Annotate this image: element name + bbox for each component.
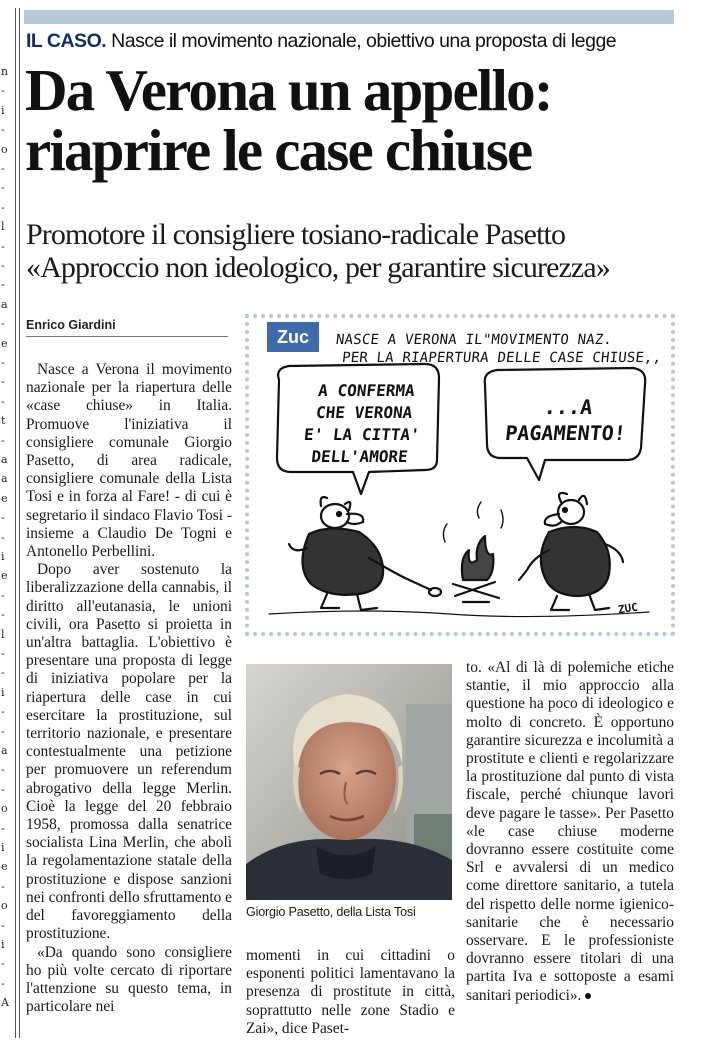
- gutter-letter: o: [1, 802, 8, 816]
- gutter-letter: -: [1, 879, 5, 893]
- bullet-end-icon: [585, 993, 591, 999]
- photo-caption: Giorgio Pasetto, della Lista Tosi: [246, 905, 416, 919]
- gutter-letter: -: [1, 705, 5, 719]
- cartoon-caption-line-2: PER LA RIAPERTURA DELLE CASE CHIUSE,,: [341, 350, 663, 366]
- gutter-letter: -: [1, 511, 5, 525]
- gutter-letter: i: [1, 938, 5, 951]
- gutter-letter: -: [1, 162, 5, 175]
- gutter-letter: e: [1, 491, 8, 505]
- bubble-line: ...A: [543, 395, 594, 419]
- section-tag: IL CASO.: [26, 30, 107, 52]
- byline: Enrico Giardini: [26, 318, 228, 337]
- character-right-head: [558, 500, 584, 524]
- section-kicker: [26, 30, 676, 53]
- section-text: Nasce il movimento nazionale, obiettivo una proposta di legge: [111, 30, 617, 52]
- paragraph: «Da quando sono consigliere ho più volte cercato di riportare l'attenzione su questo tema, in particolare nei: [26, 943, 232, 1016]
- paragraph: momenti in cui cittadini o esponenti politici lamentavano la presenza di prostitute in città, soprattutto nelle zone Stadio e Zai», dice Paset-: [246, 947, 455, 1037]
- paragraph-text: to. «Al di là di polemiche etiche stantie, il mio approccio alla questione ha poco di ideologico e molto di concreto. È opportuno garantire sicurezza e incolumità a prostitute e clienti e regolarizzare la prostituzione dal punto di vista fiscale, perché chiunque lavori deve pagare le tasse». Per Pasetto «le case chiuse moderne dovranno essere costituite come Srl e avvalersi di un medico come direttore sanitario, a tutela del rispetto delle norme igienico-sanitarie che è necessario osservare. E le professioniste dovranno essere titolari di una partita Iva e sottoposte a esami sanitari periodici».: [466, 659, 674, 1004]
- character-right-body: [541, 527, 610, 596]
- portrait-illustration: [246, 664, 452, 900]
- headline-line-1: Da Verona un appello:: [25, 57, 552, 123]
- gutter-letter: -: [1, 666, 5, 680]
- gutter-letter: -: [1, 782, 5, 796]
- gutter-letter: -: [1, 530, 5, 544]
- gutter-letter: a: [1, 297, 8, 311]
- gutter-letter: -: [1, 356, 5, 369]
- cartoon-signature: ZUC: [617, 600, 639, 617]
- gutter-letter: -: [1, 588, 5, 602]
- paragraph: [466, 659, 674, 1005]
- bubble-line: DELL'AMORE: [310, 447, 409, 466]
- bubble-line: PAGAMENTO!: [504, 421, 628, 445]
- paragraph: Dopo aver sostenuto la liberalizzazione della cannabis, il diritto all'eutanasia, le unioni civili, ora Pasetto si proietta in un'altra battaglia. L'obiettivo è presentare una proposta di legge di iniziativa popolare per la riapertura delle case in cui esercitare la prostituzione, sul territorio nazionale, e presentare contestualmente una petizione per promuovere un referendum abrogativo della legge Merlin. Cioè la legge del 20 febbraio 1958, promossa dalla senatrice socialista Lina Merlin, che abolì la regolamentazione statale della prostituzione e dispose sanzioni nei confronti dello sfruttamento e del favoreggiamento della prostituzione.: [26, 561, 233, 943]
- cartoon-caption: [333, 331, 664, 367]
- gutter-letter: -: [1, 239, 5, 253]
- gutter-letter: -: [1, 394, 5, 408]
- headline-line-2: riaprire le case chiuse: [25, 117, 532, 183]
- gutter-letter: l: [1, 627, 5, 641]
- bubble-line: A CONFERMA: [317, 381, 416, 400]
- gutter-letter: a: [1, 453, 8, 466]
- gutter-letter: -: [1, 84, 5, 98]
- subheadline-line-1: Promotore il consigliere tosiano-radicale Pasetto: [26, 218, 566, 251]
- gutter-letter: -: [1, 957, 5, 971]
- character-left-body: [302, 528, 383, 594]
- speech-bubble-left-text: [282, 380, 443, 468]
- character-left-head: [321, 504, 349, 528]
- gutter-letter: -: [1, 433, 5, 447]
- gutter-letter: -: [1, 317, 5, 331]
- gutter-letter: e: [1, 569, 8, 583]
- bubble-line: E' LA CITTA': [303, 425, 421, 444]
- gutter-letter: l: [1, 220, 5, 234]
- gutter-letter: -: [1, 647, 5, 660]
- gutter-letter: -: [1, 259, 5, 272]
- cartoon: [245, 314, 675, 636]
- article-column-3: [466, 659, 674, 1005]
- gutter-letter: -: [1, 278, 5, 292]
- gutter-letter: -: [1, 608, 5, 622]
- gutter-letter: -: [1, 724, 5, 738]
- bubble-line: CHE VERONA: [315, 403, 414, 422]
- gutter-letter: -: [1, 181, 5, 195]
- gutter-letter: -: [1, 763, 5, 777]
- article-column-1: [26, 361, 232, 1016]
- gutter-letter: o: [1, 899, 8, 913]
- cartoon-tag: Zuc: [267, 322, 319, 352]
- gutter-letter: i: [1, 103, 5, 117]
- gutter-letter: a: [1, 472, 8, 486]
- column-rule: [15, 8, 16, 1038]
- column-rule: [19, 8, 20, 1038]
- speech-bubble-right-text: [489, 394, 644, 446]
- gutter-letter: i: [1, 685, 5, 699]
- gutter-letter: -: [1, 918, 5, 932]
- gutter-letter: i: [1, 841, 5, 854]
- campfire: [443, 502, 503, 602]
- gutter-letter: a: [1, 744, 8, 757]
- gutter-letter: t: [1, 414, 6, 428]
- gutter-letter: -: [1, 976, 5, 990]
- paragraph: Nasce a Verona il movimento nazionale per la riapertura delle «case chiuse» in Italia. Promuove l'iniziativa il consigliere comunale Giorgio Pasetto, di area radicale, consigliere comunale della Lista Tosi e in forza al Fare! - di cui è segretario il sindaco Flavio Tosi - insieme a Claudio De Togni e Antonello Perbellini.: [26, 361, 232, 561]
- adjacent-column-fragment: [0, 8, 12, 1038]
- subheadline-line-2: «Approccio non ideologico, per garantire sicurezza»: [26, 251, 610, 284]
- gutter-letter: -: [1, 821, 5, 835]
- article-column-2: [246, 947, 455, 1038]
- gutter-letter: o: [1, 142, 8, 156]
- portrait-photo: [246, 664, 452, 900]
- gutter-letter: n: [1, 65, 9, 78]
- gutter-letter: -: [1, 375, 5, 389]
- gutter-letter: e: [1, 336, 8, 350]
- cartoon-caption-line-1: NASCE A VERONA IL"MOVIMENTO NAZ.: [335, 332, 613, 348]
- gutter-letter: -: [1, 200, 5, 214]
- gutter-letter: i: [1, 550, 5, 563]
- headline: [25, 57, 685, 183]
- subheadline: [26, 218, 686, 284]
- gutter-letter: e: [1, 860, 8, 874]
- gutter-letter: A: [1, 996, 9, 1010]
- gutter-letter: -: [1, 123, 5, 137]
- section-bar: [24, 10, 674, 24]
